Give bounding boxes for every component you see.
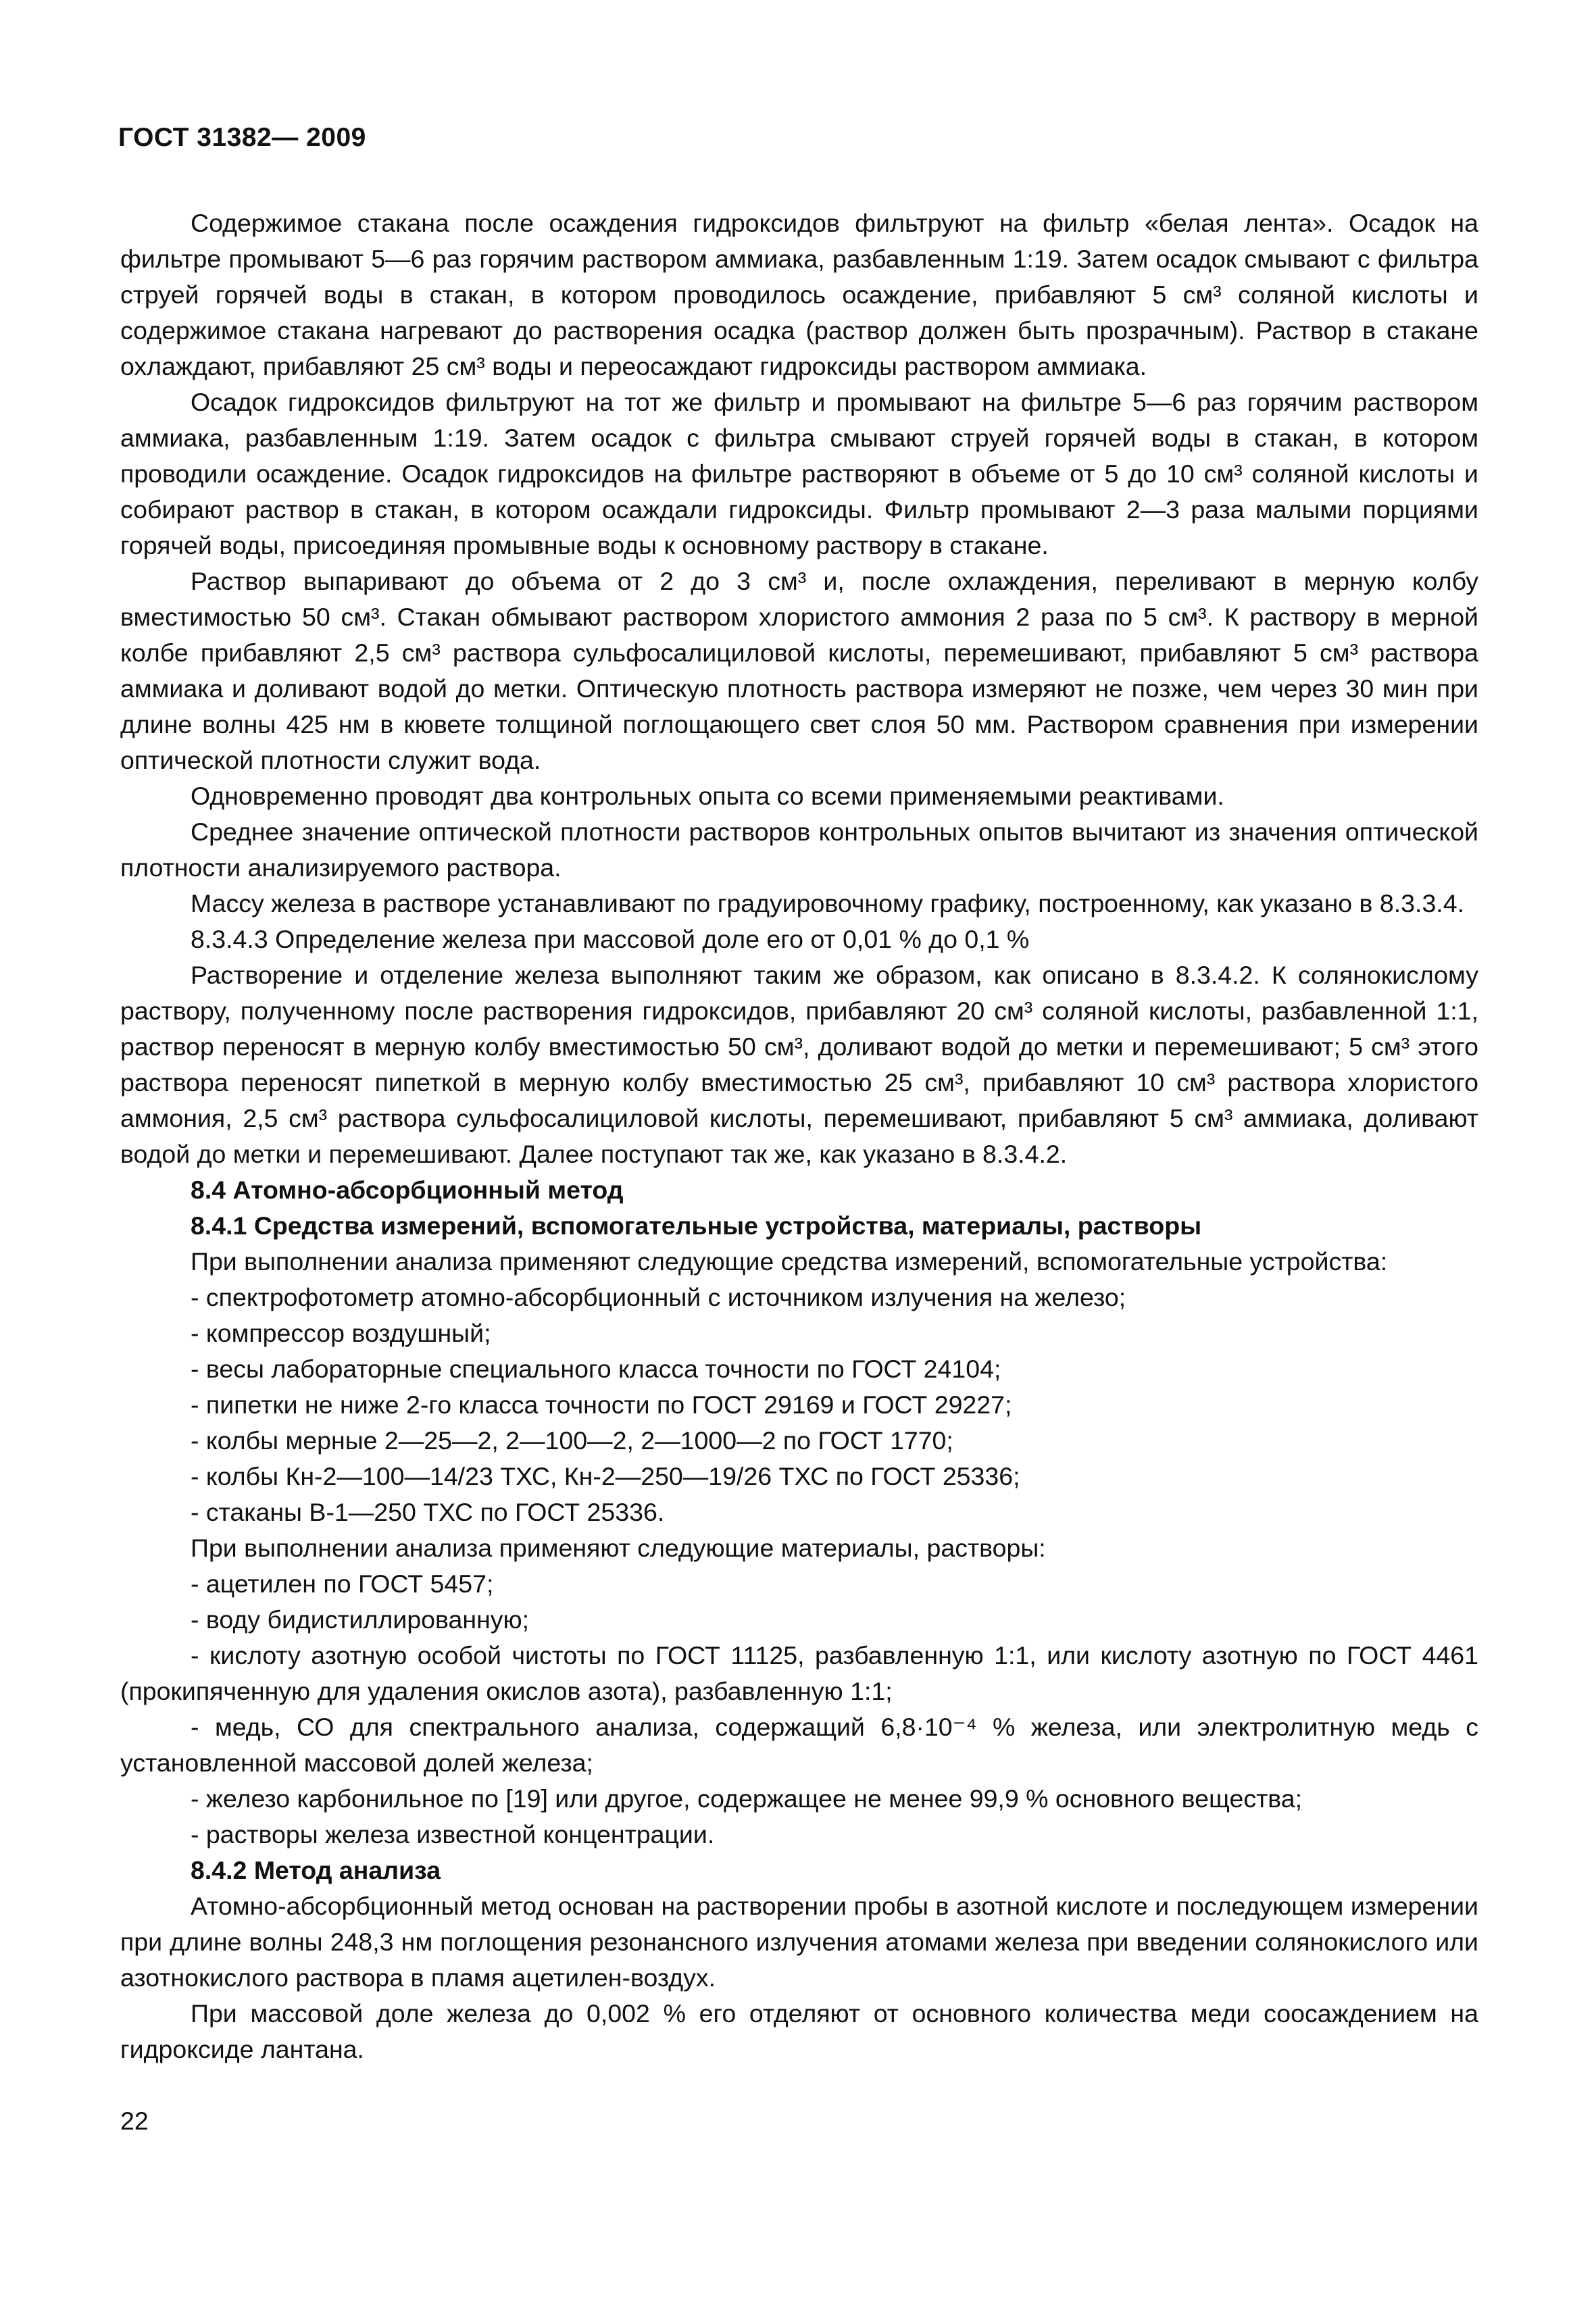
paragraph: Среднее значение оптической плотности растворов контрольных опытов вычитают из значения оптической плотности анализируемого раствора.: [120, 818, 1478, 882]
paragraph: - спектрофотометр атомно-абсорбционный с источником излучения на железо;: [191, 1283, 1126, 1311]
paragraph: Атомно-абсорбционный метод основан на растворении пробы в азотной кислоте и последующем измерении при длине волны 248,3 нм поглощения резонансного излучения атомами железа при введении солянокислого или азотнокислого раствора в пламя ацетилен-воздух.: [120, 1892, 1478, 1992]
paragraph: - воду бидистиллированную;: [191, 1605, 530, 1634]
paragraph: Массу железа в растворе устанавливают по градуировочному графику, построенному, как указано в 8.3.3.4.: [191, 889, 1464, 917]
paragraph: Осадок гидроксидов фильтруют на тот же фильтр и промывают на фильтре 5—6 раз горячим раствором аммиака, разбавленным 1:19. Затем осадок с фильтра смывают струей горячей воды в стакан, в котором проводили осаждение. Осадок гидроксидов на фильтре растворяют в объеме от 5 до 10 см³ соляной кислоты и собирают раствор в стакан, в котором осаждали гидроксиды. Фильтр промывают 2—3 раза малыми порциями горячей воды, присоединяя промывные воды к основному раствору в стакане.: [120, 388, 1478, 559]
paragraph: - ацетилен по ГОСТ 5457;: [191, 1569, 494, 1598]
paragraph: - весы лабораторные специального класса точности по ГОСТ 24104;: [191, 1355, 1001, 1383]
paragraph: - колбы Кн-2—100—14/23 ТХС, Кн-2—250—19/26 ТХС по ГОСТ 25336;: [191, 1462, 1020, 1490]
paragraph: Раствор выпаривают до объема от 2 до 3 см³ и, после охлаждения, переливают в мерную колбу вместимостью 50 см³. Стакан обмывают раствором хлористого аммония 2 раза по 5 см³. К раствору в мерной колбе прибавляют 2,5 см³ раствора сульфосалициловой кислоты, перемешивают, прибавляют 5 см³ раствора аммиака и доливают водой до метки. Оптическую плотность раствора измеряют не позже, чем через 30 мин при длине волны 425 нм в кювете толщиной поглощающего свет слоя 50 мм. Раствором сравнения при измерении оптической плотности служит вода.: [120, 567, 1478, 774]
section-heading: 8.4.1 Средства измерений, вспомогательные устройства, материалы, растворы: [191, 1211, 1202, 1240]
document-header: ГОСТ 31382— 2009: [118, 123, 366, 152]
paragraph: - компрессор воздушный;: [191, 1319, 491, 1347]
paragraph: При выполнении анализа применяют следующие средства измерений, вспомогательные устройства:: [191, 1247, 1388, 1276]
paragraph: При выполнении анализа применяют следующие материалы, растворы:: [191, 1534, 1046, 1562]
paragraph: Содержимое стакана после осаждения гидроксидов фильтруют на фильтр «белая лента». Осадок на фильтре промывают 5—6 раз горячим раствором аммиака, разбавленным 1:19. Затем осадок смывают с фильтра струей горячей воды в стакан, в котором проводилось осаждение, прибавляют 5 см³ соляной кислоты и содержимое стакана нагревают до растворения осадка (раствор должен быть прозрачным). Раствор в стакане охлаждают, прибавляют 25 см³ воды и переосаждают гидроксиды раствором аммиака.: [120, 209, 1478, 380]
paragraph: При массовой доле железа до 0,002 % его отделяют от основного количества меди соосаждением на гидроксиде лантана.: [120, 1999, 1478, 2063]
paragraph: - растворы железа известной концентрации.: [191, 1820, 715, 1848]
paragraph: - стаканы В-1—250 ТХС по ГОСТ 25336.: [191, 1498, 665, 1526]
paragraph: Растворение и отделение железа выполняют таким же образом, как описано в 8.3.4.2. К солянокислому раствору, полученному после растворения гидроксидов, прибавляют 20 см³ соляной кислоты, разбавленной 1:1, раствор переносят в мерную колбу вместимостью 50 см³, доливают водой до метки и перемешивают; 5 см³ этого раствора переносят пипеткой в мерную колбу вместимостью 25 см³, прибавляют 10 см³ раствора хлористого аммония, 2,5 см³ раствора сульфосалициловой кислоты, перемешивают, прибавляют 5 см³ аммиака, доливают водой до метки и перемешивают. Далее поступают так же, как указано в 8.3.4.2.: [120, 961, 1478, 1168]
paragraph: - пипетки не ниже 2-го класса точности по ГОСТ 29169 и ГОСТ 29227;: [191, 1390, 1012, 1419]
paragraph: Одновременно проводят два контрольных опыта со всеми применяемыми реактивами.: [191, 782, 1224, 810]
paragraph: - колбы мерные 2—25—2, 2—100—2, 2—1000—2 по ГОСТ 1770;: [191, 1426, 953, 1455]
paragraph: - железо карбонильное по [19] или другое, содержащее не менее 99,9 % основного вещества;: [191, 1784, 1303, 1813]
section-heading: 8.4.2 Метод анализа: [191, 1856, 441, 1884]
section-heading: 8.4 Атомно-абсорбционный метод: [191, 1176, 624, 1204]
paragraph: - медь, СО для спектрального анализа, содержащий 6,8·10⁻⁴ % железа, или электролитную медь с установленной массовой долей железа;: [120, 1713, 1478, 1777]
paragraph: 8.3.4.3 Определение железа при массовой доле его от 0,01 % до 0,1 %: [191, 925, 1030, 953]
document-body: [120, 205, 1478, 2067]
paragraph: - кислоту азотную особой чистоты по ГОСТ 11125, разбавленную 1:1, или кислоту азотную по ГОСТ 4461 (прокипяченную для удаления окислов азота), разбавленную 1:1;: [120, 1641, 1478, 1705]
page-number: 22: [120, 2107, 149, 2135]
